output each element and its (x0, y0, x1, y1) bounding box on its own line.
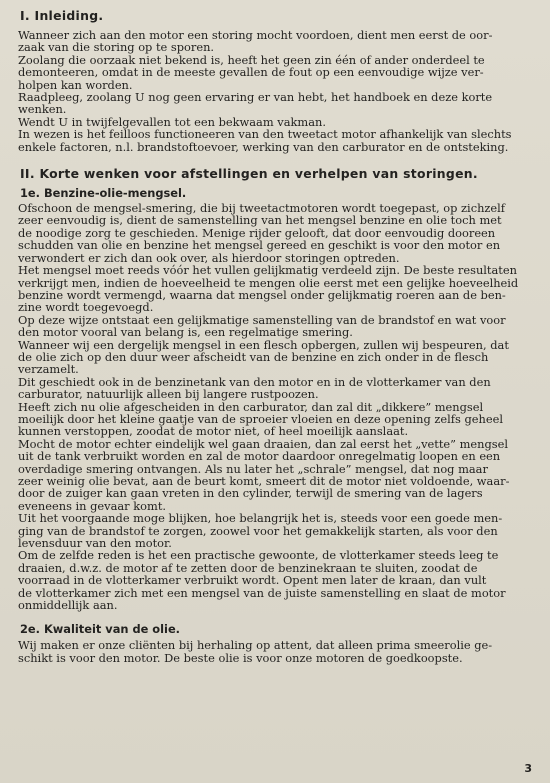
text-line: de noodige zorg te geschieden. Menige rijder gelooft, dat door eenvoudig dooreen (18, 225, 496, 240)
paragraph (18, 339, 534, 376)
text-line: levensduur van den motor. (18, 536, 172, 551)
text-line: Zoolang die oorzaak niet bekend is, heeft het geen zin één of ander onderdeel te (18, 52, 485, 67)
paragraph (18, 264, 534, 314)
page-number: 3 (524, 762, 532, 775)
text-line: de vlotterkamer zich met een mengsel van de juiste samenstelling en slaat de motor (18, 585, 506, 600)
paragraph (18, 202, 534, 264)
text-line: Uit het voorgaande moge blijken, hoe belangrijk het is, steeds voor een goede men- (18, 511, 503, 526)
text-line: overdadige smering ontvangen. Als nu later het „schrale” mengsel, dat nog maar (18, 461, 488, 476)
paragraph (18, 128, 534, 153)
text-line: Ofschoon de mengsel-smering, die bij tweetactmotoren wordt toegepast, op zichzelf (18, 201, 506, 216)
text-line: carburator, natuurlijk alleen bij langere rustpoozen. (18, 387, 319, 402)
text-line: uit de tank verbruikt worden en zal de motor daardoor onregelmatig loopen en een (18, 449, 501, 464)
text-line: Om de zelfde reden is het een practische gewoonte, de vlotterkamer steeds leeg te (18, 548, 499, 563)
text-line: eveneens in gevaar komt. (18, 498, 167, 513)
text-line: den motor vooral van belang is, een regelmatige smering. (18, 325, 353, 340)
text-line: zeer eenvoudig is, dient de samenstelling van het mengsel benzine en olie toch met (18, 213, 502, 228)
text-line: zaak van die storing op te sporen. (18, 40, 215, 55)
text-line: de olie zich op den duur weer afscheidt van de benzine en zich onder in de flesch (18, 349, 489, 364)
text-line: voorraad in de vlotterkamer verbruikt wordt. Opent men later de kraan, dan vult (18, 573, 487, 588)
text-line: Wanneer zich aan den motor een storing mocht voordoen, dient men eerst de oor- (18, 28, 493, 42)
text-line: Op deze wijze ontstaat een gelijkmatige samenstelling van de brandstof en wat voor (18, 312, 506, 327)
paragraph (18, 401, 534, 438)
paragraph (18, 639, 534, 664)
text-line: verkrijgt men, indien de hoeveelheid te mengen olie eerst met een gelijke hoeveelheid (18, 275, 519, 290)
text-line: Wendt U in twijfelgevallen tot een bekwaam vakman. (18, 114, 326, 129)
text-line: verzamelt. (18, 362, 79, 377)
text-line: enkele factoren, n.l. brandstoftoevoer, werking van den carburator en de ontsteking. (18, 139, 509, 154)
paragraph (18, 29, 534, 54)
text-line: Het mengsel moet reeds vóór het vullen gelijkmatig verdeeld zijn. De beste resultaten (18, 263, 517, 278)
text-line: In wezen is het feilloos functioneeren van den tweetact motor afhankelijk van slechts (18, 127, 512, 142)
text-line: Raadpleeg, zoolang U nog geen ervaring er van hebt, het handboek en deze korte (18, 90, 493, 105)
subsection-heading-olie: 2e. Kwaliteit van de olie. (20, 622, 180, 637)
text-line: holpen kan worden. (18, 77, 133, 92)
text-line: verwondert er zich dan ook over, als hierdoor storingen optreden. (18, 250, 400, 265)
text-line: Mocht de motor echter eindelijk wel gaan draaien, dan zal eerst het „vette” mengsel (18, 436, 509, 451)
text-line: zine wordt toegevoegd. (18, 300, 154, 315)
paragraph (18, 512, 534, 549)
text-line: onmiddellijk aan. (18, 598, 118, 613)
text-line: schudden van olie en benzine het mengsel gereed en geschikt is voor den motor en (18, 238, 501, 253)
text-line: benzine wordt vermengd, waarna dat mengsel onder gelijkmatig roeren aan de ben- (18, 287, 506, 302)
text-line: wenken. (18, 102, 67, 117)
text-line: draaien, d.w.z. de motor af te zetten door de benzinekraan te sluiten, zoodat de (18, 560, 478, 575)
section-heading-inleiding: I. Inleiding. (20, 8, 104, 23)
text-line: kunnen verstoppen, zoodat de motor niet, of heel moeilijk aanslaat. (18, 424, 409, 439)
text-line: zeer weinig olie bevat, aan de beurt komt, smeert dit de motor niet voldoende, waar- (18, 474, 510, 488)
text-line: door de zuiger kan gaan vreten in den cylinder, terwijl de smering van de lagers (18, 486, 483, 501)
text-line: Dit geschiedt ook in de benzinetank van den motor en in de vlotterkamer van den (18, 374, 491, 389)
text-line: moeilijk door het kleine gaatje van de sproeier vloeien en deze opening zelfs geheel (18, 411, 503, 426)
paragraph (18, 314, 534, 339)
subsection-mengsel-body (18, 202, 534, 611)
subsection-olie-body (18, 639, 534, 664)
paragraph (18, 549, 534, 611)
section-heading-wenken: II. Korte wenken voor afstellingen en verhelpen van storingen. (20, 166, 478, 182)
text-line: Wij maken er onze cliënten bij herhaling op attent, dat alleen prima smeerolie ge- (18, 638, 493, 653)
text-line: Wanneer wij een dergelijk mengsel in een flesch opbergen, zullen wij bespeuren, dat (18, 337, 509, 352)
subsection-heading-mengsel: 1e. Benzine-olie-mengsel. (20, 186, 187, 201)
paragraph (18, 438, 534, 512)
text-line: schikt is voor den motor. De beste olie is voor onze motoren de goedkoopste. (18, 650, 463, 665)
text-line: demonteeren, omdat in de meeste gevallen de fout op een eenvoudige wijze ver- (18, 65, 484, 80)
paragraph (18, 54, 534, 91)
text-line: Heeft zich nu olie afgescheiden in den carburator, dan zal dit „dikkere” mengsel (18, 399, 484, 414)
section-inleiding-body (18, 29, 534, 153)
text-line: ging van de brandstof te zorgen, zoowel voor het gemakkelijk starten, als voor den (18, 523, 498, 538)
paragraph (18, 376, 534, 401)
paragraph (18, 91, 534, 116)
